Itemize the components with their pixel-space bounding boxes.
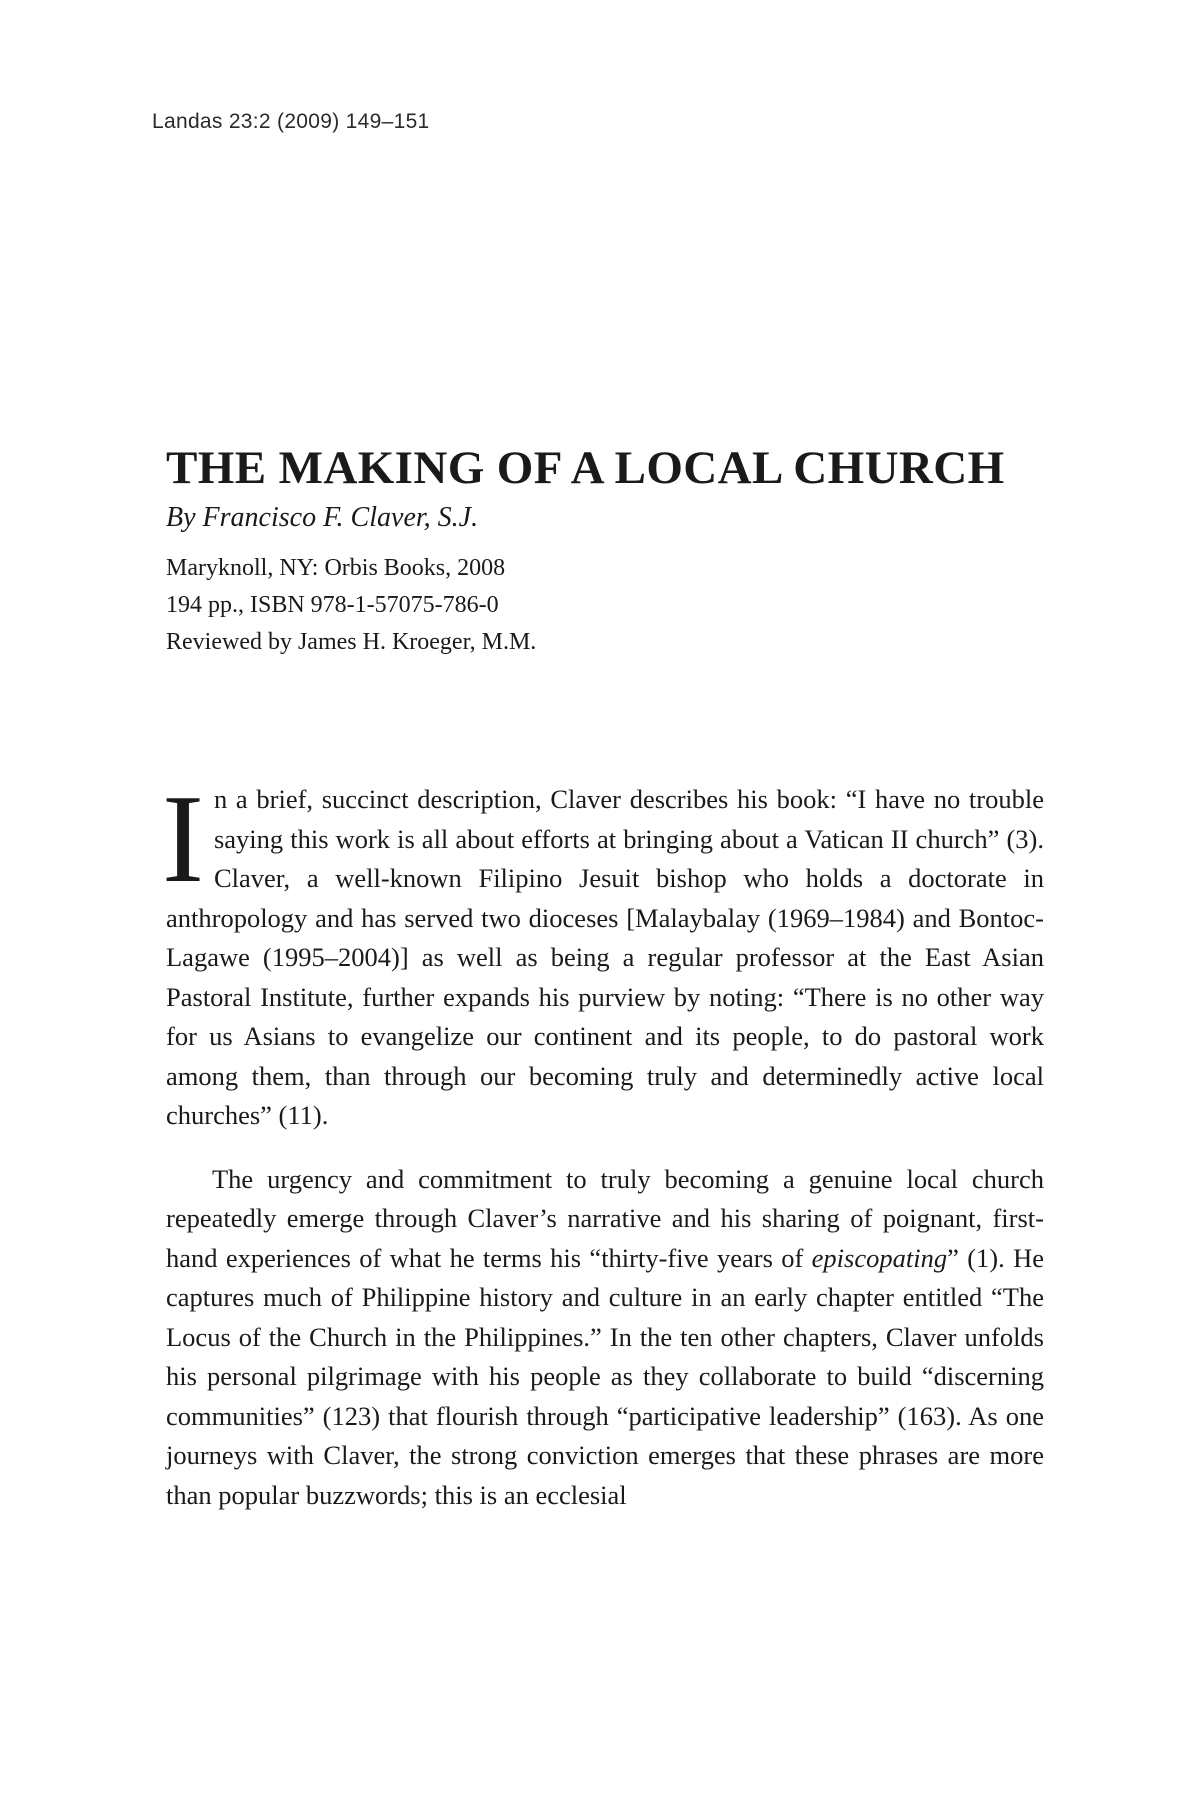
book-author: By Francisco F. Claver, S.J. — [166, 502, 479, 533]
pages-isbn-line: 194 pp., ISBN 978-1-57075-786-0 — [166, 592, 499, 618]
running-head: Landas 23:2 (2009) 149–151 — [152, 110, 430, 133]
review-body — [162, 770, 1044, 1515]
reviewer-line: Reviewed by James H. Kroeger, M.M. — [166, 629, 537, 655]
paragraph-2-italic-term: episcopating — [811, 1242, 948, 1273]
paragraph-2 — [166, 1160, 1044, 1516]
paragraph-2-text-start: The urgency and commitment to truly becoming a genuine local church repeatedly emerge through Claver’s narrative and his sharing of poignant, first-hand experiences of what he terms his “thirty-five years of — [166, 1163, 1044, 1273]
publisher-line: Maryknoll, NY: Orbis Books, 2008 — [166, 555, 506, 581]
paragraph-1-text: n a brief, succinct description, Claver describes his book: “I have no trouble saying this work is all about efforts at bringing about a Vatican II church” (3). Claver, a well-known Filipino Jesuit bishop who holds a doctorate in anthropology and has served two dioceses [Malaybalay (1969–1984) and Bontoc-Lagawe (1995–2004)] as well as being a regular professor at the East Asian Pastoral Institute, further expands his purview by noting: “There is no other way for us Asians to evangelize our continent and its people, to do pastoral work among them, than through our becoming truly and determinedly active local churches” (11). — [166, 784, 1044, 1130]
review-header — [166, 440, 1066, 661]
paragraph-1 — [162, 770, 1044, 1136]
book-title: THE MAKING OF A LOCAL CHURCH — [166, 442, 1005, 494]
drop-cap: I — [162, 770, 204, 909]
publication-details — [166, 550, 1066, 661]
paragraph-2-text-end: ” (1). He captures much of Philippine history and culture in an early chapter entitled “The Locus of the Church in the Philippines.” In the ten other chapters, Claver unfolds his personal pilgrimage with his people as they collaborate to build “discerning communities” (123) that flourish through “participative leadership” (163). As one journeys with Claver, the strong conviction emerges that these phrases are more than popular buzzwords; this is an ecclesial — [166, 1242, 1044, 1510]
